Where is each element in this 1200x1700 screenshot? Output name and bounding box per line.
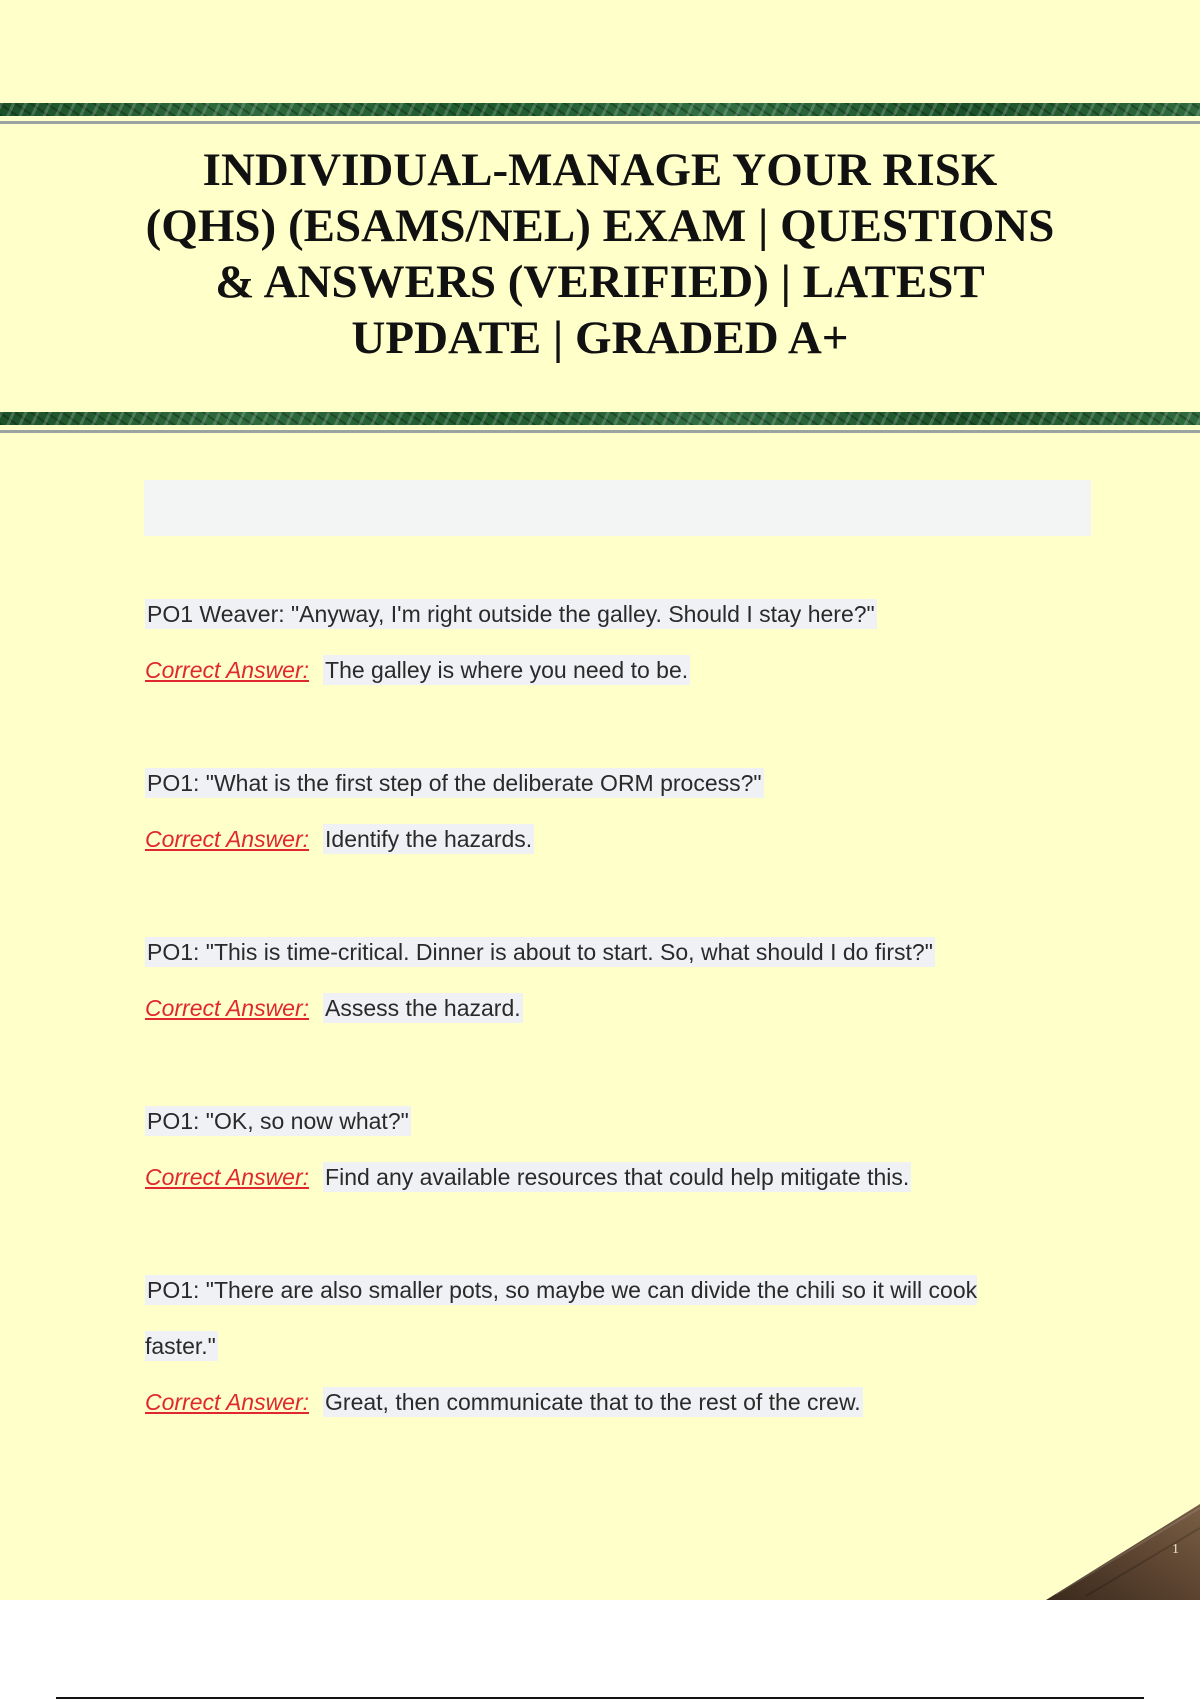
document-title — [120, 142, 1080, 366]
question-text: PO1: "OK, so now what?" — [147, 1108, 409, 1134]
qa-item — [145, 1093, 1045, 1205]
answer-label: Correct Answer: — [145, 1164, 310, 1190]
answer-text: The galley is where you need to be. — [325, 657, 689, 683]
question — [145, 1093, 1045, 1149]
answer-row — [145, 642, 1045, 698]
answer-row — [145, 1149, 1045, 1205]
answer-text: Find any available resources that could help mitigate this. — [325, 1164, 910, 1190]
question — [145, 586, 1045, 642]
question-text: PO1: "What is the first step of the deliberate ORM process?" — [147, 770, 762, 796]
answer-text: Great, then communicate that to the rest of the crew. — [325, 1389, 861, 1415]
title-line-1: INDIVIDUAL-MANAGE YOUR RISK — [202, 144, 998, 196]
answer-text: Identify the hazards. — [325, 826, 533, 852]
top-border-line — [0, 121, 1200, 124]
bottom-decorative-border — [0, 412, 1200, 438]
answer-text: Assess the hazard. — [325, 995, 521, 1021]
bottom-border-line — [0, 430, 1200, 433]
qa-item — [145, 1262, 1045, 1430]
question — [145, 924, 1045, 980]
qa-item — [145, 586, 1045, 698]
title-line-2: (QHS) (ESAMS/NEL) EXAM | QUESTIONS — [145, 200, 1055, 252]
title-line-3: & ANSWERS (VERIFIED) | LATEST — [215, 256, 985, 308]
top-border-stripe — [0, 103, 1200, 116]
qa-item — [145, 924, 1045, 1036]
title-line-4: UPDATE | GRADED A+ — [351, 312, 849, 364]
answer-label: Correct Answer: — [145, 995, 310, 1021]
question-text: PO1: "This is time-critical. Dinner is about to start. So, what should I do first?" — [147, 939, 933, 965]
answer-row — [145, 1374, 1045, 1430]
qa-item — [145, 755, 1045, 867]
answer-label: Correct Answer: — [145, 826, 310, 852]
answer-row — [145, 811, 1045, 867]
question-text: PO1: "There are also smaller pots, so maybe we can divide the chili so it will cook faster." — [145, 1277, 978, 1359]
question-text: PO1 Weaver: "Anyway, I'm right outside the galley. Should I stay here?" — [147, 601, 875, 627]
footer-rule — [56, 1697, 1144, 1699]
top-decorative-border — [0, 103, 1200, 129]
answer-row — [145, 980, 1045, 1036]
answer-label: Correct Answer: — [145, 657, 310, 683]
blank-highlight-box — [144, 480, 1091, 536]
qa-list — [145, 586, 1045, 1487]
page-number: 1 — [1172, 1542, 1179, 1557]
question — [145, 755, 1045, 811]
bottom-border-stripe — [0, 412, 1200, 425]
answer-label: Correct Answer: — [145, 1389, 310, 1415]
question — [145, 1262, 1045, 1374]
